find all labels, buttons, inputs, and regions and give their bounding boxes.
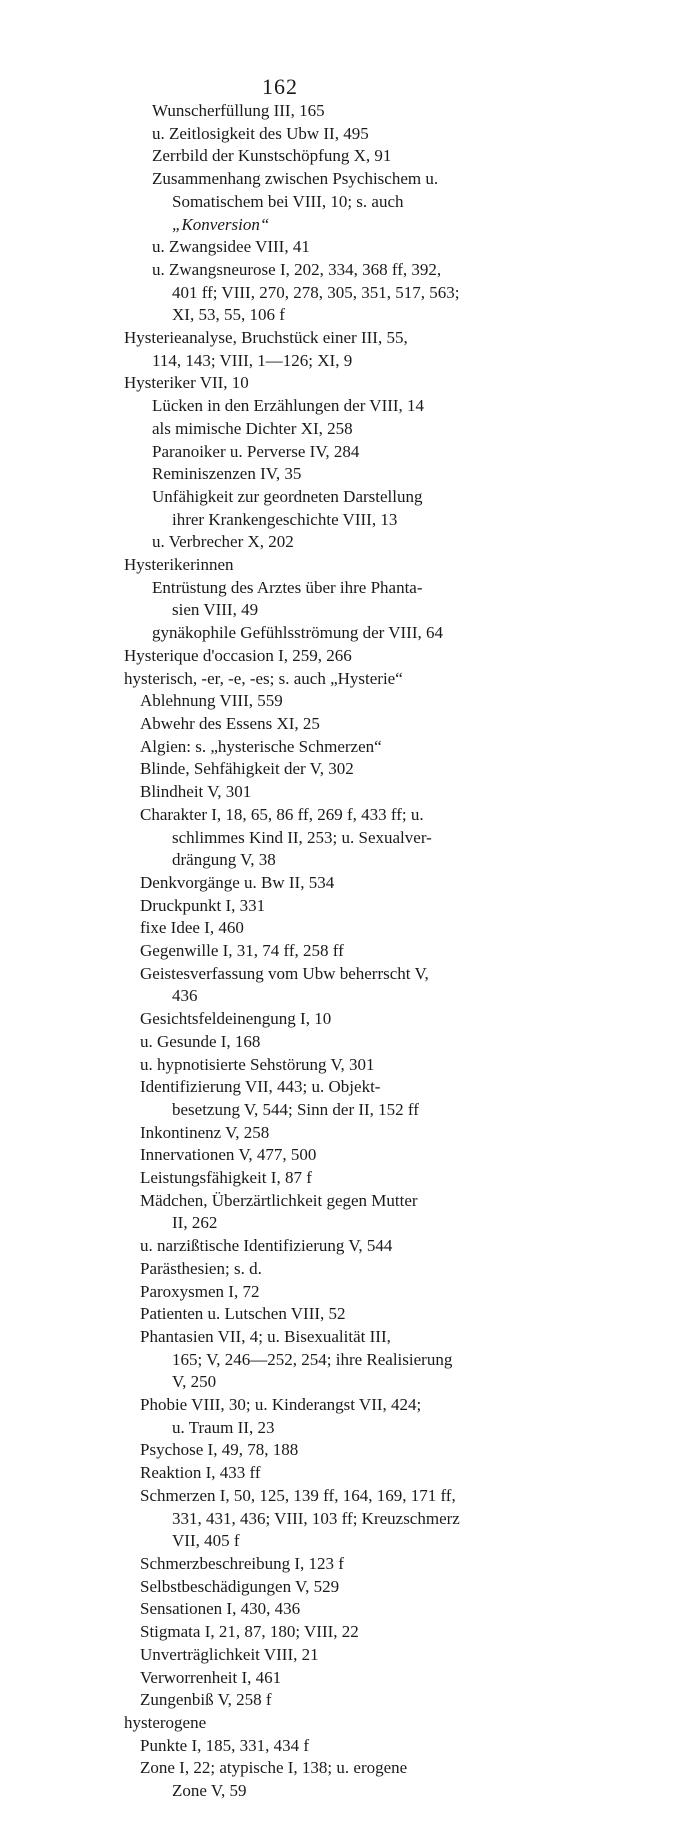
index-line: Parästhesien; s. d. bbox=[140, 1258, 262, 1278]
index-line: Druckpunkt I, 331 bbox=[140, 895, 266, 915]
index-line: Reaktion I, 433 ff bbox=[140, 1463, 261, 1483]
index-line: Gegenwille I, 31, 74 ff, 258 ff bbox=[140, 941, 344, 961]
index-line: 165; V, 246—252, 254; ihre Realisierung bbox=[172, 1349, 453, 1369]
index-line: u. narzißtische Identifizierung V, 544 bbox=[140, 1236, 393, 1256]
index-line: Sensationen I, 430, 436 bbox=[140, 1599, 301, 1619]
index-line: Inkontinenz V, 258 bbox=[140, 1122, 270, 1142]
index-line: Verworrenheit I, 461 bbox=[140, 1667, 282, 1687]
index-line: Hysterique d'occasion I, 259, 266 bbox=[124, 645, 352, 665]
index-line: u. Verbrecher X, 202 bbox=[152, 532, 294, 552]
index-line: fixe Idee I, 460 bbox=[140, 918, 244, 938]
index-line: Stigmata I, 21, 87, 180; VIII, 22 bbox=[140, 1622, 359, 1642]
index-line: besetzung V, 544; Sinn der II, 152 ff bbox=[172, 1099, 419, 1119]
index-line: u. Zwangsidee VIII, 41 bbox=[152, 237, 310, 257]
index-line: VII, 405 f bbox=[172, 1531, 240, 1551]
index-line: Gesichtsfeldeinengung I, 10 bbox=[140, 1009, 332, 1029]
index-line: Unverträglichkeit VIII, 21 bbox=[140, 1644, 319, 1664]
index-line: Zusammenhang zwischen Psychischem u. bbox=[152, 169, 439, 189]
index-line: II, 262 bbox=[172, 1213, 218, 1233]
index-line: Schmerzen I, 50, 125, 139 ff, 164, 169, 171 ff, bbox=[140, 1485, 456, 1505]
index-line: Schmerzbeschreibung I, 123 f bbox=[140, 1554, 344, 1573]
index-line: Punkte I, 185, 331, 434 f bbox=[140, 1735, 310, 1755]
index-line: Blinde, Sehfähigkeit der V, 302 bbox=[140, 759, 354, 779]
index-line: Hysterieanalyse, Bruchstück einer III, 55, bbox=[124, 328, 408, 348]
index-line: Zungenbiß V, 258 f bbox=[140, 1690, 272, 1710]
index-line: hysterisch, -er, -e, -es; s. auch „Hysterie“ bbox=[124, 668, 403, 688]
index-line: V, 250 bbox=[172, 1372, 217, 1392]
index-line: Lücken in den Erzählungen der VIII, 14 bbox=[152, 396, 425, 416]
index-line: Phobie VIII, 30; u. Kinderangst VII, 424; bbox=[140, 1395, 422, 1415]
index-line: sien VIII, 49 bbox=[172, 600, 259, 620]
index-line: Wunscherfüllung III, 165 bbox=[152, 101, 325, 120]
index-line: „Konversion“ bbox=[172, 214, 270, 234]
page-number: 162 bbox=[262, 74, 298, 99]
index-line: Patienten u. Lutschen VIII, 52 bbox=[140, 1304, 346, 1324]
index-line: Ablehnung VIII, 559 bbox=[140, 691, 283, 711]
index-line: u. hypnotisierte Sehstörung V, 301 bbox=[140, 1054, 375, 1074]
index-line: Mädchen, Überzärtlichkeit gegen Mutter bbox=[140, 1190, 418, 1210]
index-line: u. Zwangsneurose I, 202, 334, 368 ff, 392, bbox=[152, 259, 442, 279]
index-line: ihrer Krankengeschichte VIII, 13 bbox=[172, 509, 398, 529]
index-line: XI, 53, 55, 106 f bbox=[172, 305, 285, 325]
index-line: Somatischem bei VIII, 10; s. auch bbox=[172, 191, 404, 211]
index-line: hysterogene bbox=[124, 1712, 207, 1732]
index-line: gynäkophile Gefühlsströmung der VIII, 64 bbox=[152, 623, 443, 643]
index-line: Reminiszenzen IV, 35 bbox=[152, 464, 302, 484]
index-line: Algien: s. „hysterische Schmerzen“ bbox=[140, 736, 382, 756]
index-line: Hysterikerinnen bbox=[124, 555, 234, 575]
index-line: Hysteriker VII, 10 bbox=[124, 373, 249, 393]
index-line: u. Zeitlosigkeit des Ubw II, 495 bbox=[152, 123, 369, 143]
index-line: Charakter I, 18, 65, 86 ff, 269 f, 433 ff; u. bbox=[140, 804, 424, 824]
index-line: u. Gesunde I, 168 bbox=[140, 1031, 261, 1051]
index-line: Zone I, 22; atypische I, 138; u. erogene bbox=[140, 1758, 408, 1778]
index-line: Unfähigkeit zur geordneten Darstellung bbox=[152, 486, 423, 506]
index-line: 331, 431, 436; VIII, 103 ff; Kreuzschmerz bbox=[172, 1508, 460, 1528]
index-line: Blindheit V, 301 bbox=[140, 782, 252, 802]
index-line: schlimmes Kind II, 253; u. Sexualver- bbox=[172, 827, 432, 847]
index-line: u. Traum II, 23 bbox=[172, 1417, 275, 1437]
index-line: Zerrbild der Kunstschöpfung X, 91 bbox=[152, 146, 392, 166]
index-line: Phantasien VII, 4; u. Bisexualität III, bbox=[140, 1326, 391, 1346]
index-line: als mimische Dichter XI, 258 bbox=[152, 418, 353, 438]
index-line: Entrüstung des Arztes über ihre Phanta- bbox=[152, 577, 423, 597]
index-line: 401 ff; VIII, 270, 278, 305, 351, 517, 563; bbox=[172, 282, 460, 302]
index-line: Abwehr des Essens XI, 25 bbox=[140, 713, 320, 733]
index-line: Leistungsfähigkeit I, 87 f bbox=[140, 1168, 312, 1188]
index-line: Selbstbeschädigungen V, 529 bbox=[140, 1576, 340, 1596]
index-line: Psychose I, 49, 78, 188 bbox=[140, 1440, 299, 1460]
index-line: Paroxysmen I, 72 bbox=[140, 1281, 260, 1301]
index-list bbox=[0, 100, 697, 1803]
index-line: Geistesverfassung vom Ubw beherrscht V, bbox=[140, 963, 429, 983]
index-line: Zone V, 59 bbox=[172, 1781, 247, 1801]
index-line: Paranoiker u. Perverse IV, 284 bbox=[152, 441, 360, 461]
index-line: Identifizierung VII, 443; u. Objekt- bbox=[140, 1077, 381, 1097]
index-line: Denkvorgänge u. Bw II, 534 bbox=[140, 872, 335, 892]
index-line: 114, 143; VIII, 1—126; XI, 9 bbox=[152, 350, 353, 370]
index-line: Innervationen V, 477, 500 bbox=[140, 1145, 317, 1165]
index-line: drängung V, 38 bbox=[172, 850, 276, 870]
index-line: 436 bbox=[172, 986, 198, 1006]
